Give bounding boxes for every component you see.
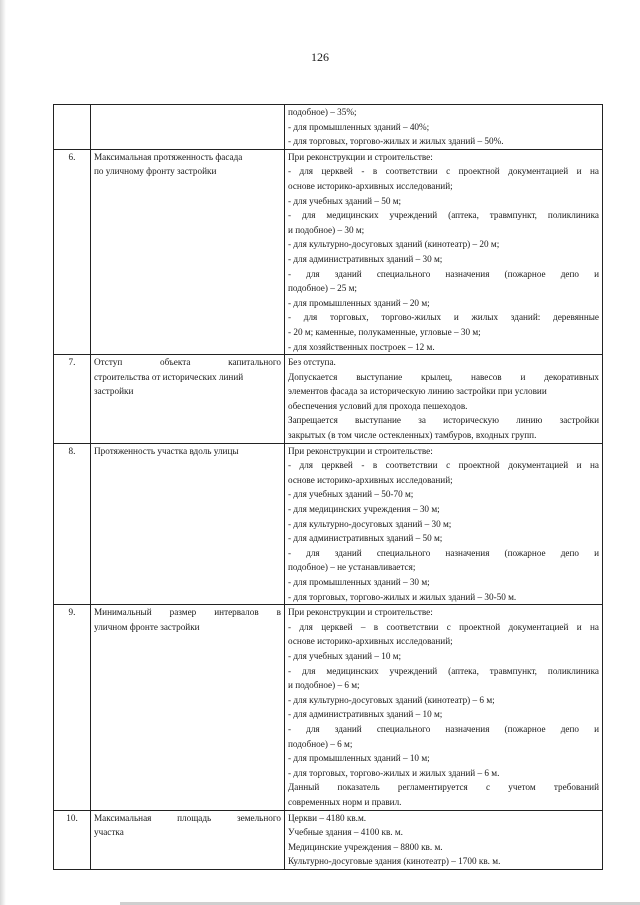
- parameter-value-line: подобное) – 35%;: [288, 107, 357, 117]
- parameter-value-line: - для промышленных зданий – 30 м;: [288, 577, 430, 587]
- parameter-value-line: При реконструкции и строительстве:: [288, 151, 433, 162]
- row-number: 6.: [54, 149, 91, 354]
- parameter-value-line: - для зданий специального назначения (пожарное депо и: [288, 723, 599, 734]
- parameter-value-line: - для учебных зданий – 50 м;: [288, 195, 402, 206]
- parameter-value-line: - для культурно-досуговых зданий – 30 м;: [288, 518, 452, 529]
- table-row: [54, 149, 603, 354]
- row-number: 9.: [54, 605, 91, 810]
- parameter-name-line: Максимальная протяженность фасада: [94, 151, 243, 162]
- parameter-value-line: Церкви – 4180 кв.м.: [288, 812, 367, 823]
- parameter-value-line: - для культурно-досуговых зданий (кинотеатр) – 20 м;: [288, 239, 500, 250]
- parameter-name-line: участка: [94, 827, 124, 838]
- parameter-name-line: Максимальная площадь земельного: [94, 812, 281, 823]
- parameter-value: [285, 149, 603, 354]
- parameter-value-line: основе историко-архивных исследований;: [288, 474, 453, 485]
- parameter-value-line: - для административных зданий – 10 м;: [288, 709, 443, 720]
- row-number: [54, 105, 91, 150]
- parameter-value-line: - для церквей – в соответствии с проектной документацией и на: [288, 621, 599, 632]
- row-number: 7.: [54, 355, 91, 444]
- parameter-value-line: - для учебных зданий – 10 м;: [288, 650, 402, 661]
- parameter-value-line: - для медицинских учреждения – 30 м;: [288, 504, 440, 515]
- regulation-table: [53, 104, 603, 870]
- parameter-value-line: - 20 м; каменные, полукаменные, угловые – 30 м;: [288, 326, 481, 337]
- parameter-value-line: - для зданий специального назначения (пожарное депо и: [288, 268, 599, 279]
- parameter-value-line: Культурно-досуговые здания (кинотеатр) – 1700 кв. м.: [288, 856, 501, 867]
- parameter-name: [91, 443, 285, 605]
- table-row: [54, 443, 603, 605]
- parameter-value-line: - для промышленных зданий – 40%;: [288, 121, 430, 132]
- parameter-name-line: строительства от исторических линий: [94, 371, 244, 382]
- parameter-value-line: - для церквей - в соответствии с проектной документацией и на: [288, 166, 599, 177]
- parameter-value: [285, 810, 603, 869]
- parameter-value-line: Данный показатель регламентируется с учетом требований: [288, 782, 599, 793]
- parameter-value-line: - для торговых, торгово-жилых и жилых зданий: деревянные: [288, 312, 599, 323]
- parameter-value-line: Запрещается выступание за историческую линию застройки: [288, 415, 599, 426]
- parameter-value-line: - для зданий специального назначения (пожарное депо и: [288, 547, 599, 558]
- parameter-value-line: подобное) – не устанавливается;: [288, 562, 416, 573]
- parameter-value-line: - для медицинских учреждений (аптека, травмпункт, поликлиника: [288, 210, 599, 221]
- parameter-name: [91, 605, 285, 810]
- parameter-name: [91, 810, 285, 869]
- parameter-value-line: Медицинские учреждения – 8800 кв. м.: [288, 841, 443, 852]
- parameter-value: [285, 355, 603, 444]
- parameter-name-line: по уличному фронту застройки: [94, 166, 217, 177]
- parameter-value-line: закрытых (в том числе остекленных) тамбуров, входных групп.: [288, 430, 537, 441]
- parameter-name-line: застройки: [94, 386, 134, 397]
- parameter-value-line: - для торговых, торгово-жилых и жилых зданий – 50%.: [288, 136, 504, 147]
- parameter-name-line: Протяженность участка вдоль улицы: [94, 445, 239, 456]
- parameter-value-line: При реконструкции и строительстве:: [288, 445, 433, 456]
- parameter-value: [285, 443, 603, 605]
- parameter-value-line: современных норм и правил.: [288, 796, 402, 807]
- parameter-name-line: Минимальный размер интервалов в: [94, 607, 281, 618]
- parameter-value-line: основе историко-архивных исследований;: [288, 180, 453, 191]
- parameter-value-line: элементов фасада за историческую линию застройки при условии: [288, 386, 547, 397]
- parameter-value-line: Учебные здания – 4100 кв. м.: [288, 827, 403, 838]
- table-row: [54, 355, 603, 444]
- row-number: 10.: [54, 810, 91, 869]
- parameter-value-line: - для церквей - в соответствии с проектной документацией и на: [288, 460, 599, 471]
- row-number: 8.: [54, 443, 91, 605]
- parameter-value-line: - для торговых, торгово-жилых и жилых зданий – 6 м.: [288, 767, 500, 778]
- parameter-value: [285, 105, 603, 150]
- table-row: [54, 105, 603, 150]
- scan-shadow-left: [0, 0, 6, 905]
- parameter-value-line: Без отступа.: [288, 357, 336, 368]
- parameter-value-line: подобное) – 25 м;: [288, 283, 357, 294]
- parameter-value-line: - для торговых, торгово-жилых и жилых зданий – 30-50 м.: [288, 591, 517, 602]
- parameter-value-line: Допускается выступание крылец, навесов и декоративных: [288, 371, 599, 382]
- parameter-name: [91, 149, 285, 354]
- regulation-table-body: [54, 105, 603, 870]
- parameter-value-line: обеспечения условий для прохода пешеходов.: [288, 400, 468, 411]
- parameter-value-line: - для промышленных зданий – 20 м;: [288, 297, 430, 308]
- parameter-value-line: подобное) – 6 м;: [288, 738, 353, 749]
- parameter-value-line: и подобное) – 6 м;: [288, 680, 360, 691]
- parameter-value: [285, 605, 603, 810]
- parameter-value-line: - для административных зданий – 30 м;: [288, 253, 443, 264]
- parameter-value-line: и подобное) – 30 м;: [288, 224, 365, 235]
- parameter-name-line: уличном фронте застройки: [94, 621, 200, 632]
- table-row: [54, 810, 603, 869]
- parameter-value-line: - для медицинских учреждений (аптека, травмпункт, поликлиника: [288, 665, 599, 676]
- page-number: 126: [311, 50, 329, 64]
- parameter-value-line: основе историко-архивных исследований;: [288, 636, 453, 647]
- parameter-value-line: - для учебных зданий – 50-70 м;: [288, 489, 414, 500]
- parameter-name: [91, 105, 285, 150]
- parameter-value-line: При реконструкции и строительстве:: [288, 607, 433, 618]
- parameter-value-line: - для промышленных зданий – 10 м;: [288, 753, 430, 764]
- parameter-name-line: Отступ объекта капитального: [94, 357, 281, 368]
- parameter-value-line: - для административных зданий – 50 м;: [288, 533, 443, 544]
- parameter-name: [91, 355, 285, 444]
- parameter-value-line: - для хозяйственных построек – 12 м.: [288, 341, 435, 352]
- parameter-value-line: - для культурно-досуговых зданий (кинотеатр) – 6 м;: [288, 694, 495, 705]
- table-row: [54, 605, 603, 810]
